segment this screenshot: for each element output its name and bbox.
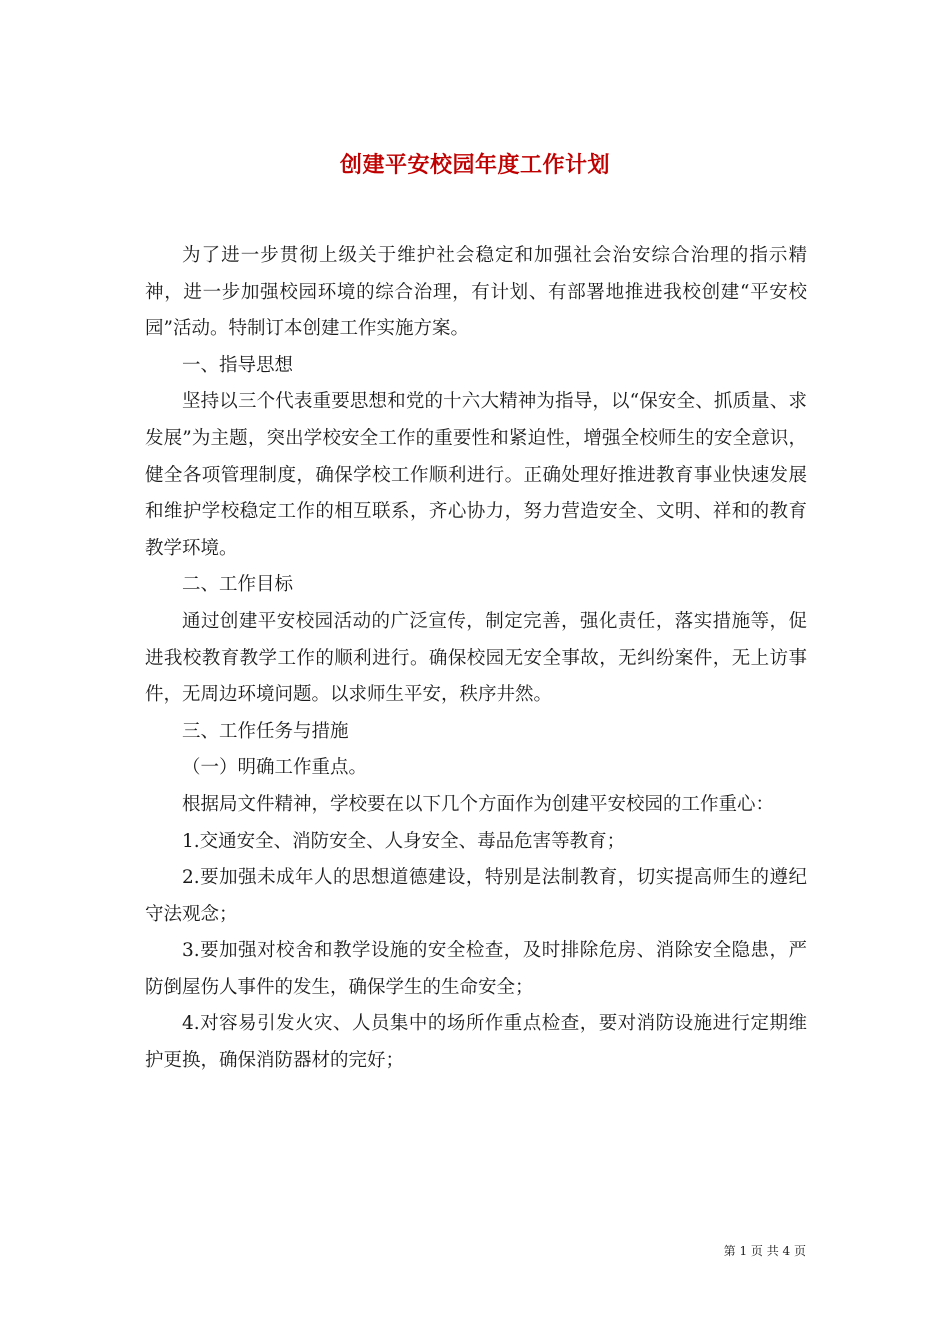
- list-item-3: 3.要加强对校舍和教学设施的安全检查，及时排除危房、消除安全隐患，严防倒屋伤人事件的发生，确保学生的生命安全；: [145, 940, 807, 998]
- paragraph-work-goals: 通过创建平安校园活动的广泛宣传，制定完善，强化责任，落实措施等，促进我校教育教学工作的顺利进行。确保校园无安全事故，无纠纷案件，无上访事件，无周边环境问题。以求师生平安，秩序井然。: [145, 610, 807, 706]
- paragraph-guiding-ideology: 坚持以三个代表重要思想和党的十六大精神为指导，以“保安全、抓质量、求发展”为主题，突出学校安全工作的重要性和紧迫性，增强全校师生的安全意识，健全各项管理制度，确保学校工作顺利进行。正确处理好推进教育事业快速发展和维护学校稳定工作的相互联系，齐心协力，努力营造安全、文明、祥和的教育教学环境。: [145, 391, 807, 559]
- document-body: [145, 238, 807, 1080]
- paragraph-focus-intro: 根据局文件精神，学校要在以下几个方面作为创建平安校园的工作重心：: [182, 793, 775, 815]
- section-heading-tasks-measures: 三、工作任务与措施: [182, 720, 349, 742]
- document-title: 创建平安校园年度工作计划: [339, 151, 610, 178]
- list-item-1: 1.交通安全、消防安全、人身安全、毒品危害等教育；: [182, 830, 626, 852]
- section-heading-work-goals: 二、工作目标: [182, 574, 294, 596]
- paragraph-intro: 为了进一步贯彻上级关于维护社会稳定和加强社会治安综合治理的指示精神，进一步加强校园环境的综合治理，有计划、有部署地推进我校创建“平安校园”活动。特制订本创建工作实施方案。: [145, 245, 807, 340]
- section-heading-guiding-ideology: 一、指导思想: [182, 354, 294, 376]
- list-item-4: 4.对容易引发火灾、人员集中的场所作重点检查，要对消防设施进行定期维护更换，确保消防器材的完好；: [145, 1013, 807, 1072]
- subsection-heading-focus: （一）明确工作重点。: [182, 757, 368, 779]
- list-item-2: 2.要加强未成年人的思想道德建设，特别是法制教育，切实提高师生的遵纪守法观念；: [145, 867, 807, 925]
- page-number-footer: 第 1 页 共 4 页: [723, 1244, 806, 1258]
